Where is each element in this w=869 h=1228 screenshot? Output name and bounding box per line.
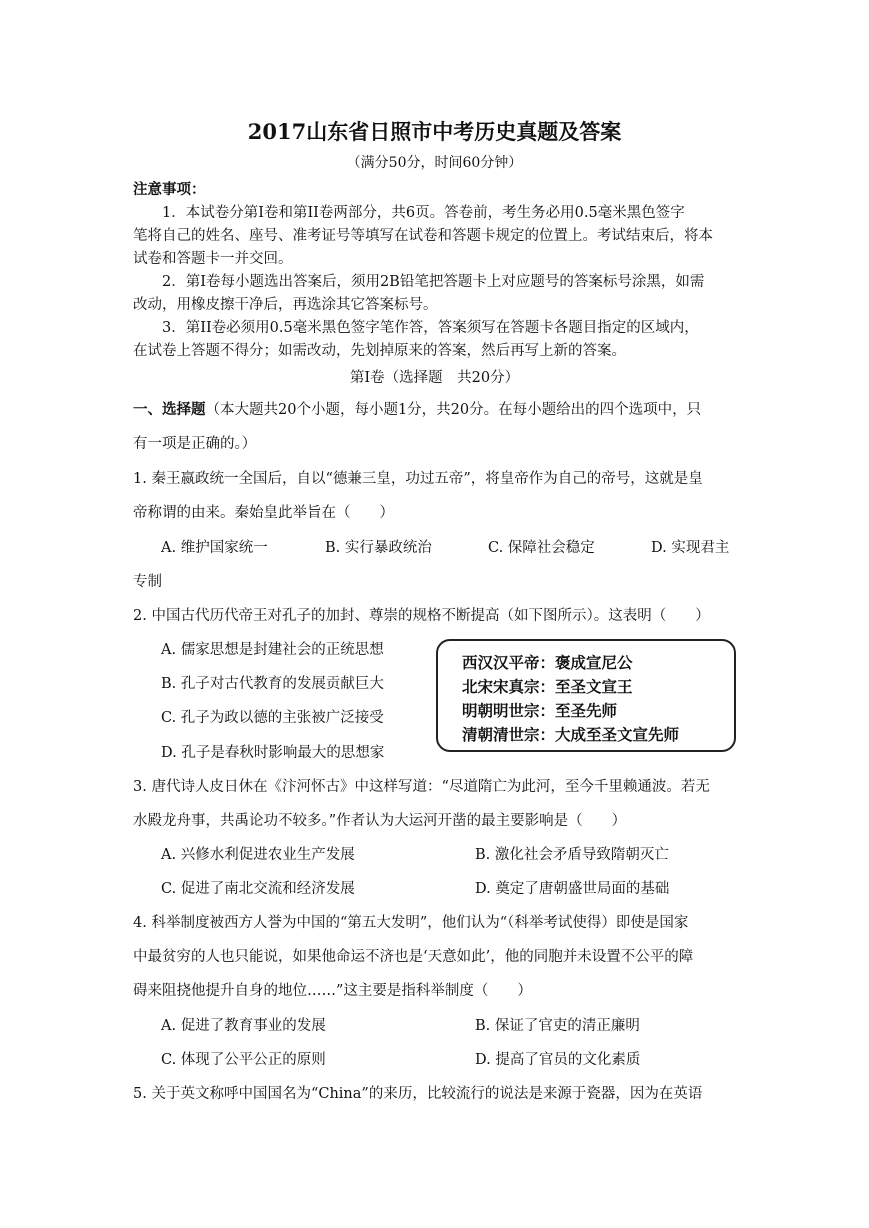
notice-line-6: 3．第II卷必须用0.5毫米黑色签字笔作答，答案须写在答题卡各题目指定的区域内， — [162, 320, 699, 336]
q2-option-b: B. 孔子对古代教育的发展贡献巨大 — [161, 676, 384, 692]
q1-option-a: A. 维护国家统一 — [161, 540, 268, 556]
page-title: 2017山东省日照市中考历史真题及答案 — [247, 119, 622, 144]
q1-stem-line2: 帝称谓的由来。秦始皇此举旨在（ ） — [133, 505, 394, 521]
q2-figure-line-2: 北宋宋真宗：至圣文宣王 — [462, 677, 633, 696]
q4-stem-line2: 中最贫穷的人也只能说，如果他命运不济也是‘天意如此’，他的同胞并未设置不公平的障 — [133, 949, 694, 965]
q3-stem-line1: 3. 唐代诗人皮日休在《汴河怀古》中这样写道：“尽道隋亡为此河，至今千里赖通波。若无 — [133, 779, 710, 795]
q2-option-d: D. 孔子是春秋时影响最大的思想家 — [161, 745, 385, 761]
q1-stem-line1: 1. 秦王嬴政统一全国后，自以“德兼三皇，功过五帝”，将皇帝作为自己的帝号，这就是皇 — [133, 471, 703, 487]
q1-option-d-continued: 专制 — [133, 574, 162, 590]
notice-line-1: 1．本试卷分第I卷和第II卷两部分，共6页。答卷前，考生务必用0.5毫米黑色签字 — [162, 205, 685, 221]
q1-option-c: C. 保障社会稳定 — [488, 540, 595, 556]
q3-option-c: C. 促进了南北交流和经济发展 — [161, 881, 355, 897]
q4-option-c: C. 体现了公平公正的原则 — [161, 1052, 326, 1068]
notice-line-7: 在试卷上答题不得分；如需改动，先划掉原来的答案，然后再写上新的答案。 — [133, 343, 626, 359]
q3-option-b: B. 激化社会矛盾导致隋朝灭亡 — [475, 847, 669, 863]
q2-figure-line-1: 西汉汉平帝：褒成宣尼公 — [462, 653, 633, 672]
q4-stem-line3: 碍来阻挠他提升自身的地位……”这主要是指科举制度（ ） — [133, 983, 532, 999]
notice-heading: 注意事项： — [133, 181, 206, 198]
section-heading-line2: 有一项是正确的。） — [133, 436, 257, 452]
q3-stem-line2: 水殿龙舟事，共禹论功不较多。”作者认为大运河开凿的最主要影响是（ ） — [133, 813, 627, 829]
notice-line-2: 笔将自己的姓名、座号、准考证号等填写在试卷和答题卡规定的位置上。考试结束后，将本 — [133, 228, 713, 244]
q5-stem-line1: 5. 关于英文称呼中国国名为“China”的来历，比较流行的说法是来源于瓷器，因为在英语 — [133, 1086, 703, 1102]
q2-option-c: C. 孔子为政以德的主张被广泛接受 — [161, 710, 384, 726]
section-heading-rest: （本大题共20个小题，每小题1分，共20分。在每小题给出的四个选项中，只 — [205, 402, 702, 418]
q2-stem-line1: 2. 中国古代历代帝王对孔子的加封、尊崇的规格不断提高（如下图所示）。这表明（ ） — [133, 608, 710, 624]
q1-option-b: B. 实行暴政统治 — [325, 540, 432, 556]
q4-option-d: D. 提高了官员的文化素质 — [475, 1052, 641, 1068]
q2-option-a: A. 儒家思想是封建社会的正统思想 — [161, 642, 384, 658]
page-subtitle: （满分50分，时间60分钟） — [346, 155, 523, 171]
q4-option-a: A. 促进了教育事业的发展 — [161, 1018, 326, 1034]
q3-option-d: D. 奠定了唐朝盛世局面的基础 — [475, 881, 670, 897]
part-title: 第I卷（选择题 共20分） — [349, 370, 520, 386]
q2-figure-line-4: 清朝清世宗：大成至圣文宣先师 — [462, 725, 680, 744]
q2-figure-line-3: 明朝明世宗：至圣先师 — [462, 701, 618, 720]
q1-option-d: D. 实现君主 — [651, 540, 730, 556]
q4-option-b: B. 保证了官吏的清正廉明 — [475, 1018, 640, 1034]
notice-line-4: 2．第I卷每小题选出答案后，须用2B铅笔把答题卡上对应题号的答案标号涂黑，如需 — [162, 274, 705, 290]
notice-line-5: 改动，用橡皮擦干净后，再选涂其它答案标号。 — [133, 297, 438, 313]
q3-option-a: A. 兴修水利促进农业生产发展 — [161, 847, 355, 863]
section-heading-bold: 一、选择题 — [133, 401, 206, 418]
section-heading — [133, 398, 701, 419]
q2-title-figure — [436, 639, 736, 752]
notice-line-3: 试卷和答题卡一并交回。 — [133, 251, 293, 267]
q4-stem-line1: 4. 科举制度被西方人誉为中国的“第五大发明”，他们认为“（科举考试使得）即使是国家 — [133, 915, 689, 931]
